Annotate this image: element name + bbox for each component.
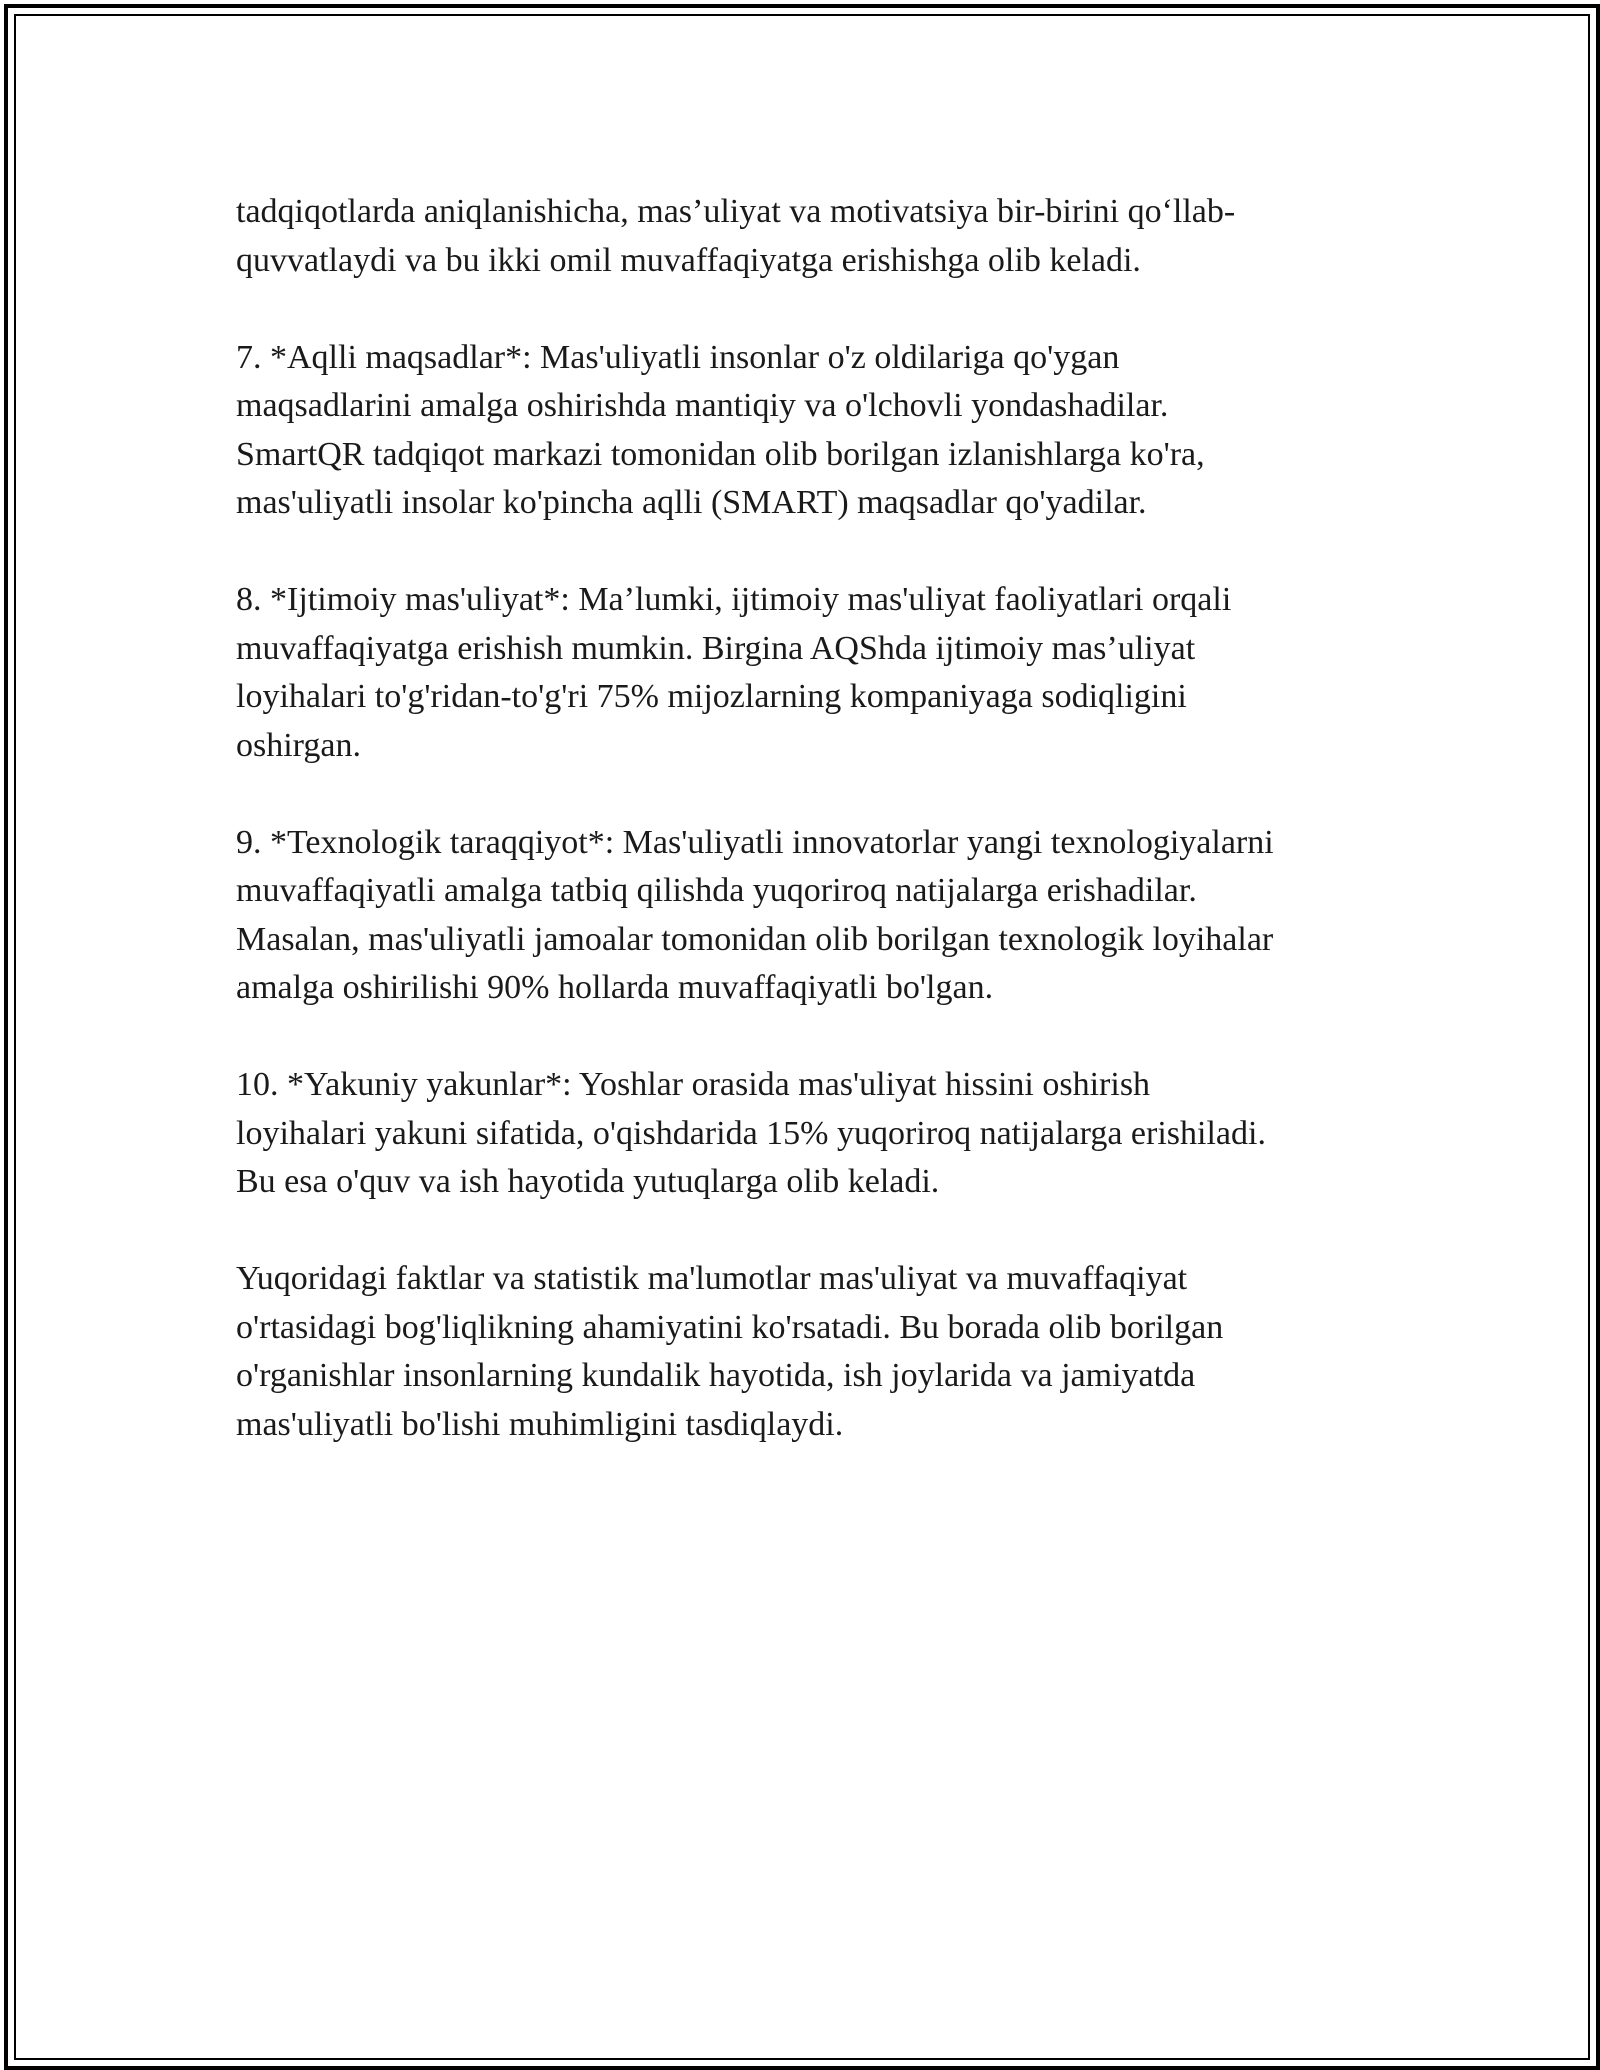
paragraph-item-10-final-conclusions: 10. *Yakuniy yakunlar*: Yoshlar orasida mas'uliyat hissini oshirish loyihalari yakuni sifatida, o'qishdarida 15% yuqoriroq natijalarga erishiladi. Bu esa o'quv va ish hayotida yutuqlarga olib keladi.	[236, 1066, 1266, 1200]
paragraph-item-9-technological-progress: 9. *Texnologik taraqqiyot*: Mas'uliyatli innovatorlar yangi texnologiyalarni muvaffaqiyatli amalga tatbiq qilishda yuqoriroq natijalarga erishadilar. Masalan, mas'uliyatli jamoalar tomonidan olib borilgan texnologik loyihalar amalga oshirilishi 90% hollarda muvaffaqiyatli bo'lgan.	[236, 823, 1274, 1006]
paragraph-intro-continuation: tadqiqotlarda aniqlanishicha, mas’uliyat va motivatsiya bir-birini qo‘llab- quvvatlaydi va bu ikki omil muvaffaqiyatga erishishga olib keladi.	[236, 193, 1236, 279]
paragraph-item-7-smart-goals: 7. *Aqlli maqsadlar*: Mas'uliyatli insonlar o'z oldilariga qo'ygan maqsadlarini amalga oshirishda mantiqiy va o'lchovli yondashadilar. SmartQR tadqiqot markazi tomonidan olib borilgan izlanishlarga ko'ra, mas'uliyatli insolar ko'pincha aqlli (SMART) maqsadlar qo'yadilar.	[236, 338, 1205, 521]
paragraph-summary: Yuqoridagi faktlar va statistik ma'lumotlar mas'uliyat va muvaffaqiyat o'rtasidagi bog'liqlikning ahamiyatini ko'rsatadi. Bu borada olib borilgan o'rganishlar insonlarning kundalik hayotida, ish joylarida va jamiyatda mas'uliyatli bo'lishi muhimligini tasdiqlaydi.	[236, 1260, 1224, 1443]
paragraph-item-8-social-responsibility: 8. *Ijtimoiy mas'uliyat*: Ma’lumki, ijtimoiy mas'uliyat faoliyatlari orqali muvaffaqiyatga erishish mumkin. Birgina AQShda ijtimoiy mas’uliyat loyihalari to'g'ridan-to'g'ri 75% mijozlarning kompaniyaga sodiqligini oshirgan.	[236, 581, 1232, 764]
document-body	[236, 188, 1386, 1498]
